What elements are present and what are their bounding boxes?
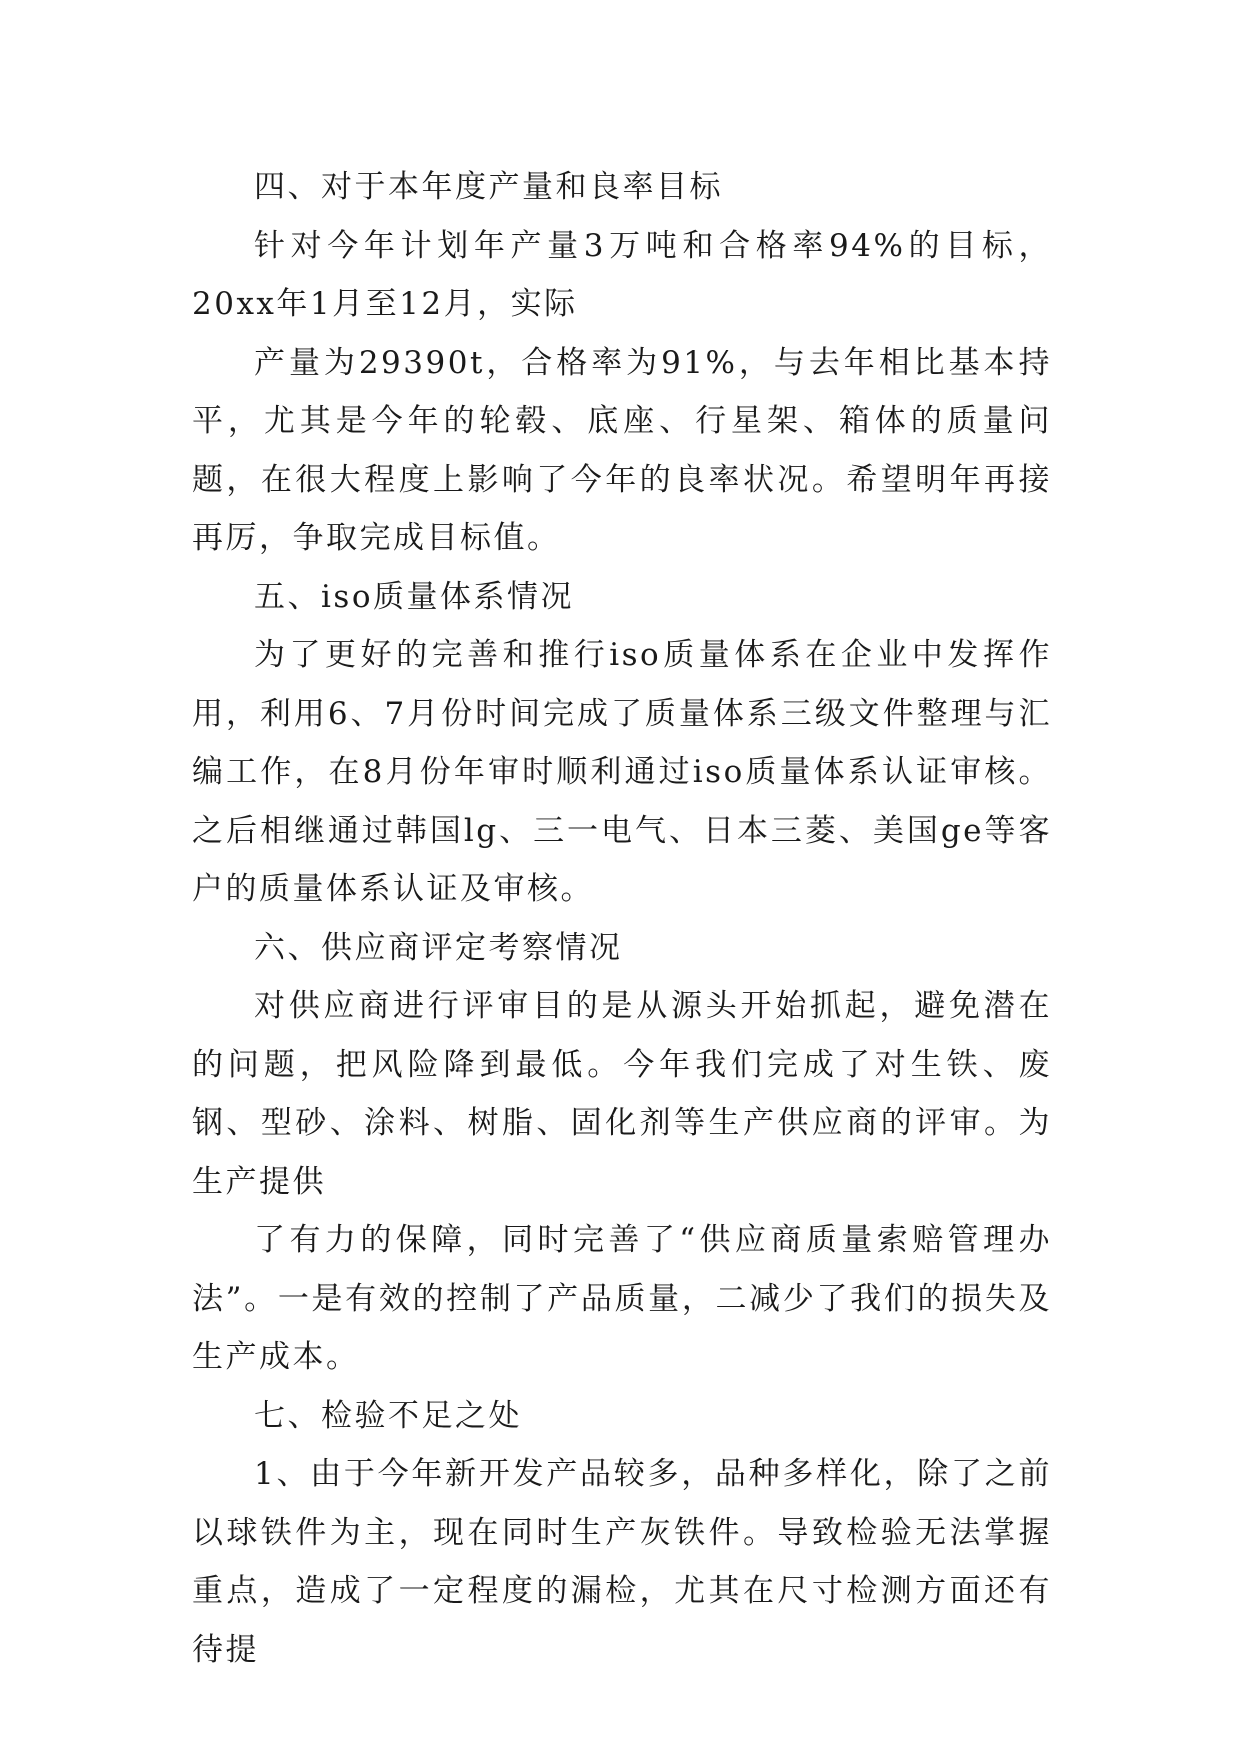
- document-body: [192, 158, 1052, 1679]
- paragraph: 为了更好的完善和推行iso质量体系在企业中发挥作用，利用6、7月份时间完成了质量体系三级文件整理与汇编工作，在8月份年审时顺利通过iso质量体系认证审核。之后相继通过韩国lg、三一电气、日本三菱、美国ge等客户的质量体系认证及审核。: [192, 637, 1052, 907]
- section-heading-7: 七、检验不足之处: [254, 1397, 522, 1434]
- section-heading-6: 六、供应商评定考察情况: [254, 929, 623, 966]
- paragraph: 1、由于今年新开发产品较多，品种多样化，除了之前以球铁件为主，现在同时生产灰铁件。导致检验无法掌握重点，造成了一定程度的漏检，尤其在尺寸检测方面还有待提: [192, 1456, 1052, 1668]
- paragraph: 针对今年计划年产量3万吨和合格率94%的目标，20xx年1月至12月，实际: [192, 227, 1052, 322]
- section-heading-5: 五、iso质量体系情况: [254, 578, 574, 615]
- section-heading-4: 四、对于本年度产量和良率目标: [254, 169, 723, 205]
- paragraph: 产量为29390t，合格率为91%，与去年相比基本持平，尤其是今年的轮毂、底座、行星架、箱体的质量问题，在很大程度上影响了今年的良率状况。希望明年再接再厉，争取完成目标值。: [192, 344, 1052, 556]
- paragraph: 对供应商进行评审目的是从源头开始抓起，避免潜在的问题，把风险降到最低。今年我们完成了对生铁、废钢、型砂、涂料、树脂、固化剂等生产供应商的评审。为生产提供: [192, 988, 1052, 1200]
- paragraph: 了有力的保障，同时完善了“供应商质量索赔管理办法”。一是有效的控制了产品质量，二减少了我们的损失及生产成本。: [192, 1222, 1052, 1375]
